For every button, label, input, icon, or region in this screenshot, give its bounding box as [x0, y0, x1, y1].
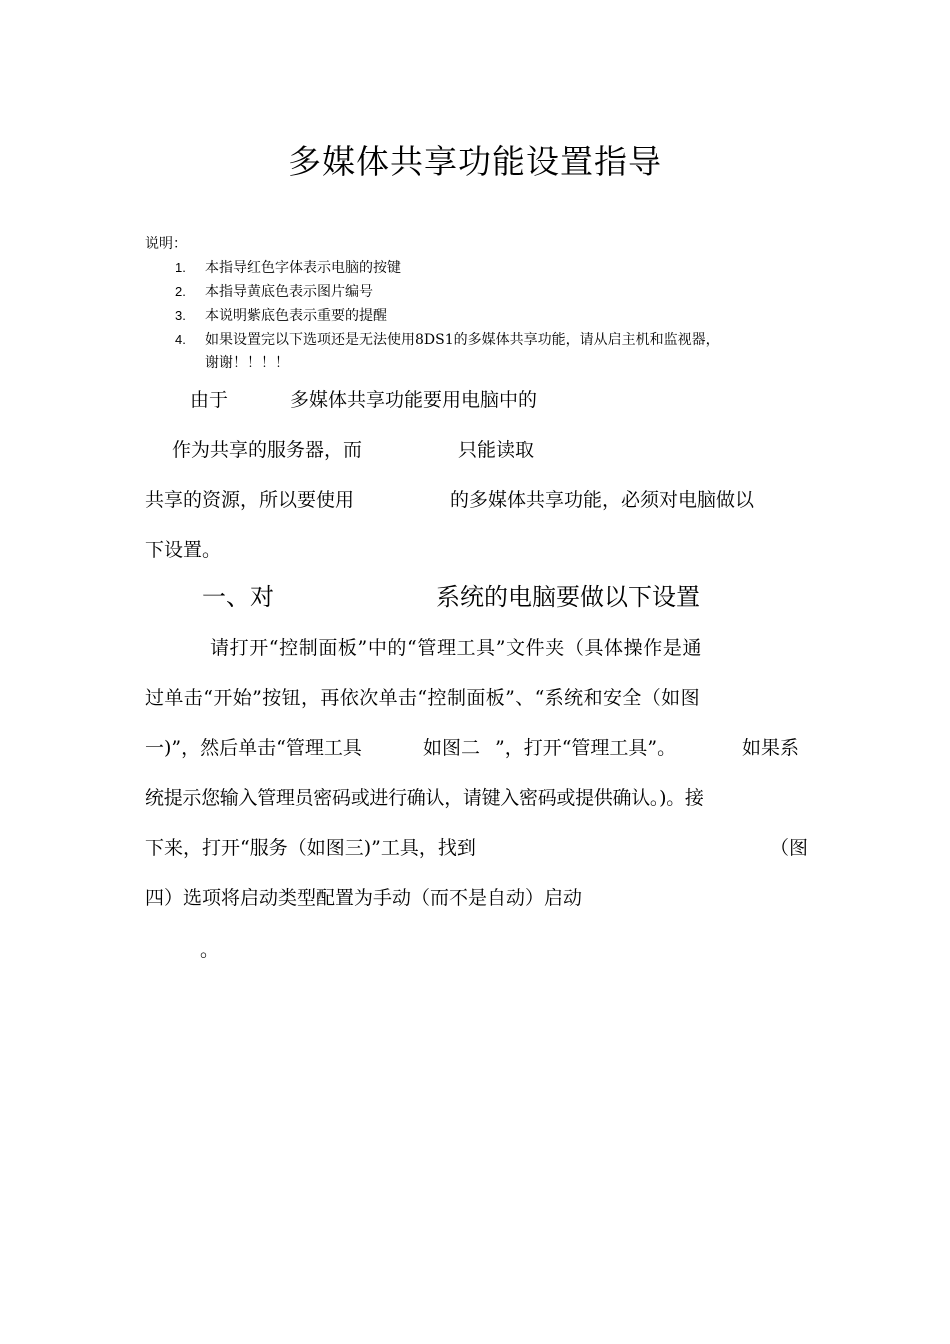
body-text: 请打开“控制面板”中的“管理工具”文件夹（具体操作是通	[210, 637, 703, 659]
document-title: 多媒体共享功能设置指导	[288, 142, 662, 181]
notes-list	[175, 256, 815, 375]
body-text: 四）选项将启动类型配置为手动（而不是自动）启动	[145, 887, 583, 909]
body-text: ”，打开“管理工具”。	[495, 737, 677, 759]
body-text: 如果系	[742, 737, 800, 759]
list-number: 4.	[175, 332, 186, 347]
section-heading: 系统的电脑要做以下设置	[436, 583, 700, 611]
intro-text: 的多媒体共享功能，必须对电脑做以	[450, 489, 755, 511]
list-text: 本指导黄底色表示图片编号	[205, 284, 373, 300]
list-number: 1.	[175, 260, 186, 275]
list-item	[175, 280, 815, 304]
body-text: 过单击“开始”按钮，再依次单击“控制面板”、“系统和安全（如图	[145, 687, 700, 709]
list-item-continuation	[175, 352, 815, 375]
list-text: 如果设置完以下选项还是无法使用8DS1的多媒体共享功能，请从启主机和监视器，	[205, 332, 720, 348]
intro-text: 多媒体共享功能要用电脑中的	[290, 389, 538, 411]
list-item	[175, 304, 815, 328]
list-text: 本指导红色字体表示电脑的按键	[205, 260, 401, 276]
list-number: 3.	[175, 308, 186, 323]
notes-label: 说明：	[145, 236, 187, 252]
intro-text: 下设置。	[145, 539, 222, 561]
body-text: （图	[770, 837, 809, 859]
body-text: 一)”，然后单击“管理工具	[145, 737, 362, 759]
body-text: 下来，打开“服务（如图三)”工具，找到	[145, 837, 476, 859]
intro-text: 只能读取	[458, 439, 535, 461]
list-text: 本说明紫底色表示重要的提醒	[205, 308, 387, 324]
intro-text: 作为共享的服务器，而	[172, 439, 363, 461]
list-number: 2.	[175, 284, 186, 299]
section-heading: 一、对	[202, 583, 274, 611]
list-item	[175, 256, 815, 280]
body-text: 统提示您输入管理员密码或进行确认，请键入密码或提供确认。)。接	[145, 787, 704, 809]
body-text: 如图二	[423, 737, 481, 759]
list-item	[175, 328, 815, 352]
intro-text: 共享的资源，所以要使用	[145, 489, 355, 511]
list-text: 谢谢！！！！	[205, 355, 289, 371]
intro-text: 由于	[190, 389, 229, 411]
body-text: 。	[200, 939, 220, 961]
